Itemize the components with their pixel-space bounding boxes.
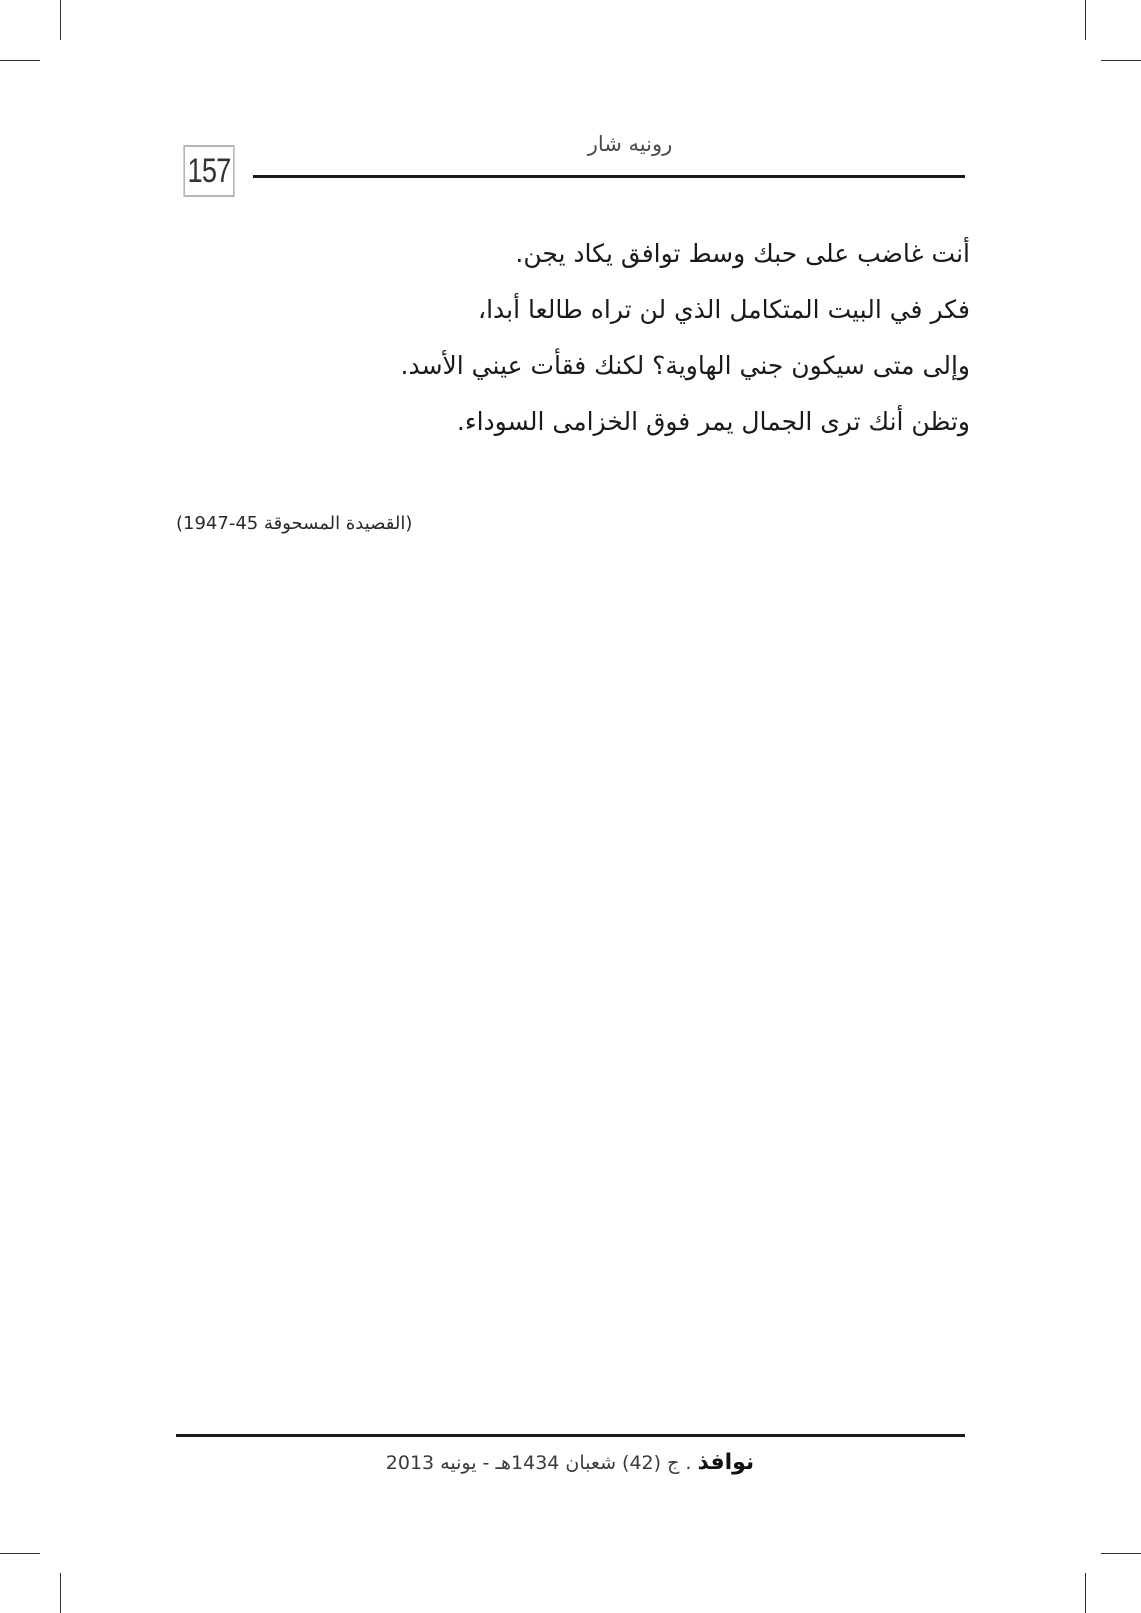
- crop-mark-bottom-right-vertical: [1085, 1573, 1086, 1613]
- footer-rule: [176, 1434, 965, 1437]
- crop-mark-top-right-vertical: [1085, 0, 1086, 40]
- journal-name: نوافذ: [697, 1450, 755, 1475]
- crop-mark-bottom-left-vertical: [60, 1573, 61, 1613]
- source-note: (القصيدة المسحوقة 45-1947): [176, 513, 413, 534]
- crop-mark-top-left-horizontal: [0, 60, 40, 61]
- footer-info: [340, 1450, 800, 1475]
- poem-line: وتظن أنك ترى الجمال يمر فوق الخزامى السوداء.: [456, 407, 970, 436]
- poem-body: [270, 226, 970, 450]
- crop-mark-bottom-left-horizontal: [0, 1553, 40, 1554]
- page-number: 157: [183, 145, 234, 197]
- header-rule: [253, 175, 965, 178]
- running-title: رونيه شار: [587, 132, 673, 156]
- poem-line: أنت غاضب على حبك وسط توافق يكاد يجن.: [515, 239, 970, 268]
- crop-mark-top-left-vertical: [60, 0, 61, 40]
- poem-line: فكر في البيت المتكامل الذي لن تراه طالعا أبدا،: [478, 295, 970, 324]
- issue-info: . ج (42) شعبان 1434هـ - يونيه 2013: [385, 1452, 692, 1474]
- crop-mark-bottom-right-horizontal: [1101, 1553, 1141, 1554]
- crop-mark-top-right-horizontal: [1101, 60, 1141, 61]
- poem-line: وإلى متى سيكون جني الهاوية؟ لكنك فقأت عيني الأسد.: [400, 351, 970, 380]
